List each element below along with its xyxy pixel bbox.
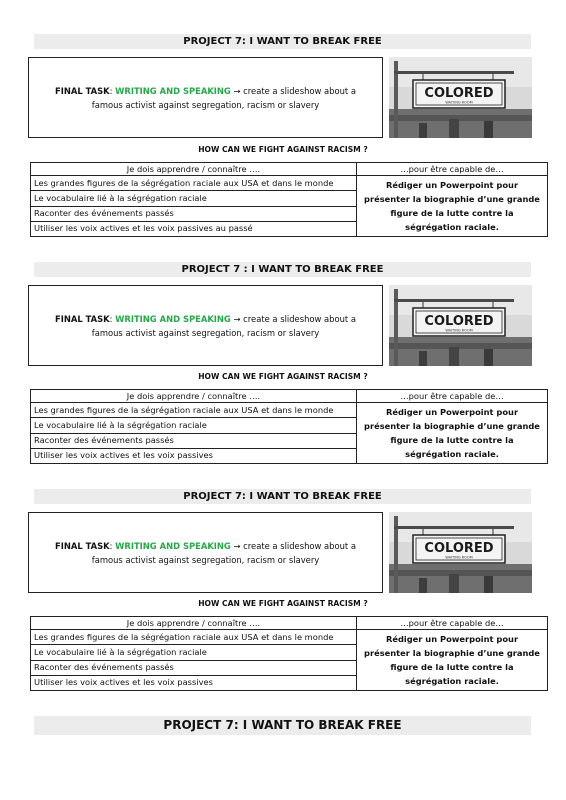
table-row: Raconter des événements passés	[31, 206, 357, 221]
col-header-learn: Je dois apprendre / connaître ….	[31, 390, 357, 403]
arrow-right-icon: →	[233, 540, 241, 551]
col-header-learn: Je dois apprendre / connaître ….	[31, 163, 357, 176]
final-task-box	[28, 57, 383, 138]
col-header-learn: Je dois apprendre / connaître ….	[31, 617, 357, 630]
sign-text: COLORED	[424, 314, 494, 329]
learning-table	[30, 616, 548, 691]
final-task-text: FINAL TASK: WRITING AND SPEAKING → create a slideshow about a famous activist against segregation, racism or slavery	[55, 313, 356, 338]
final-task-description: create a slideshow about a famous activist against segregation, racism or slavery	[91, 85, 356, 110]
sign-text: COLORED	[424, 86, 494, 101]
arrow-right-icon: →	[233, 313, 241, 324]
final-task-label: FINAL TASK	[55, 540, 110, 551]
footer-project-title: PROJECT 7: I WANT TO BREAK FREE	[34, 716, 531, 735]
table-row: Utiliser les voix actives et les voix passives	[31, 675, 357, 690]
writing-speaking-highlight: WRITING AND SPEAKING	[115, 540, 231, 551]
col-header-goal: …pour être capable de…	[357, 163, 548, 176]
col-header-goal: …pour être capable de…	[357, 617, 548, 630]
sign-text: COLORED	[424, 541, 494, 556]
learning-table	[30, 389, 548, 464]
table-row: Raconter des événements passés	[31, 660, 357, 675]
goal-cell: Rédiger un Powerpoint pour présenter la biographie d’une grande figure de la lutte contre la ségrégation raciale.	[357, 630, 548, 691]
table-row: Utiliser les voix actives et les voix passives	[31, 448, 357, 463]
final-task-label: FINAL TASK	[55, 313, 110, 324]
final-task-description: create a slideshow about a famous activist against segregation, racism or slavery	[91, 540, 356, 565]
table-row: Raconter des événements passés	[31, 433, 357, 448]
final-task-text: FINAL TASK: WRITING AND SPEAKING → create a slideshow about a famous activist against segregation, racism or slavery	[55, 540, 356, 565]
final-task-label: FINAL TASK	[55, 85, 110, 96]
table-row: Le vocabulaire lié à la ségrégation raciale	[31, 645, 357, 660]
arrow-right-icon: →	[233, 85, 241, 96]
project-title: PROJECT 7: I WANT TO BREAK FREE	[34, 34, 531, 49]
table-row: Les grandes figures de la ségrégation raciale aux USA et dans le monde	[31, 403, 357, 418]
table-row: Les grandes figures de la ségrégation raciale aux USA et dans le monde	[31, 630, 357, 645]
colored-sign-photo	[389, 57, 532, 138]
question-heading: HOW CAN WE FIGHT AGAINST RACISM ?	[198, 145, 368, 154]
sign-subtext: WAITING ROOM	[445, 100, 473, 105]
goal-cell: Rédiger un Powerpoint pour présenter la biographie d’une grande figure de la lutte contre la ségrégation raciale.	[357, 176, 548, 237]
final-task-box	[28, 285, 383, 366]
project-title: PROJECT 7 : I WANT TO BREAK FREE	[34, 262, 531, 277]
project-title: PROJECT 7: I WANT TO BREAK FREE	[34, 489, 531, 504]
question-heading: HOW CAN WE FIGHT AGAINST RACISM ?	[198, 372, 368, 381]
final-task-description: create a slideshow about a famous activist against segregation, racism or slavery	[91, 313, 356, 338]
table-row: Utiliser les voix actives et les voix passives au passé	[31, 221, 357, 236]
sign-subtext: WAITING ROOM	[445, 555, 473, 560]
final-task-box	[28, 512, 383, 593]
writing-speaking-highlight: WRITING AND SPEAKING	[115, 313, 231, 324]
final-task-text: FINAL TASK: WRITING AND SPEAKING → create a slideshow about a famous activist against segregation, racism or slavery	[55, 85, 356, 110]
col-header-goal: …pour être capable de…	[357, 390, 548, 403]
colored-sign-photo	[389, 285, 532, 366]
table-row: Le vocabulaire lié à la ségrégation raciale	[31, 418, 357, 433]
learning-table	[30, 162, 548, 237]
colored-sign-photo	[389, 512, 532, 593]
writing-speaking-highlight: WRITING AND SPEAKING	[115, 85, 231, 96]
question-heading: HOW CAN WE FIGHT AGAINST RACISM ?	[198, 599, 368, 608]
table-row: Les grandes figures de la ségrégation raciale aux USA et dans le monde	[31, 176, 357, 191]
table-row: Le vocabulaire lié à la ségrégation raciale	[31, 191, 357, 206]
sign-subtext: WAITING ROOM	[445, 328, 473, 333]
goal-cell: Rédiger un Powerpoint pour présenter la biographie d’une grande figure de la lutte contre la ségrégation raciale.	[357, 403, 548, 464]
